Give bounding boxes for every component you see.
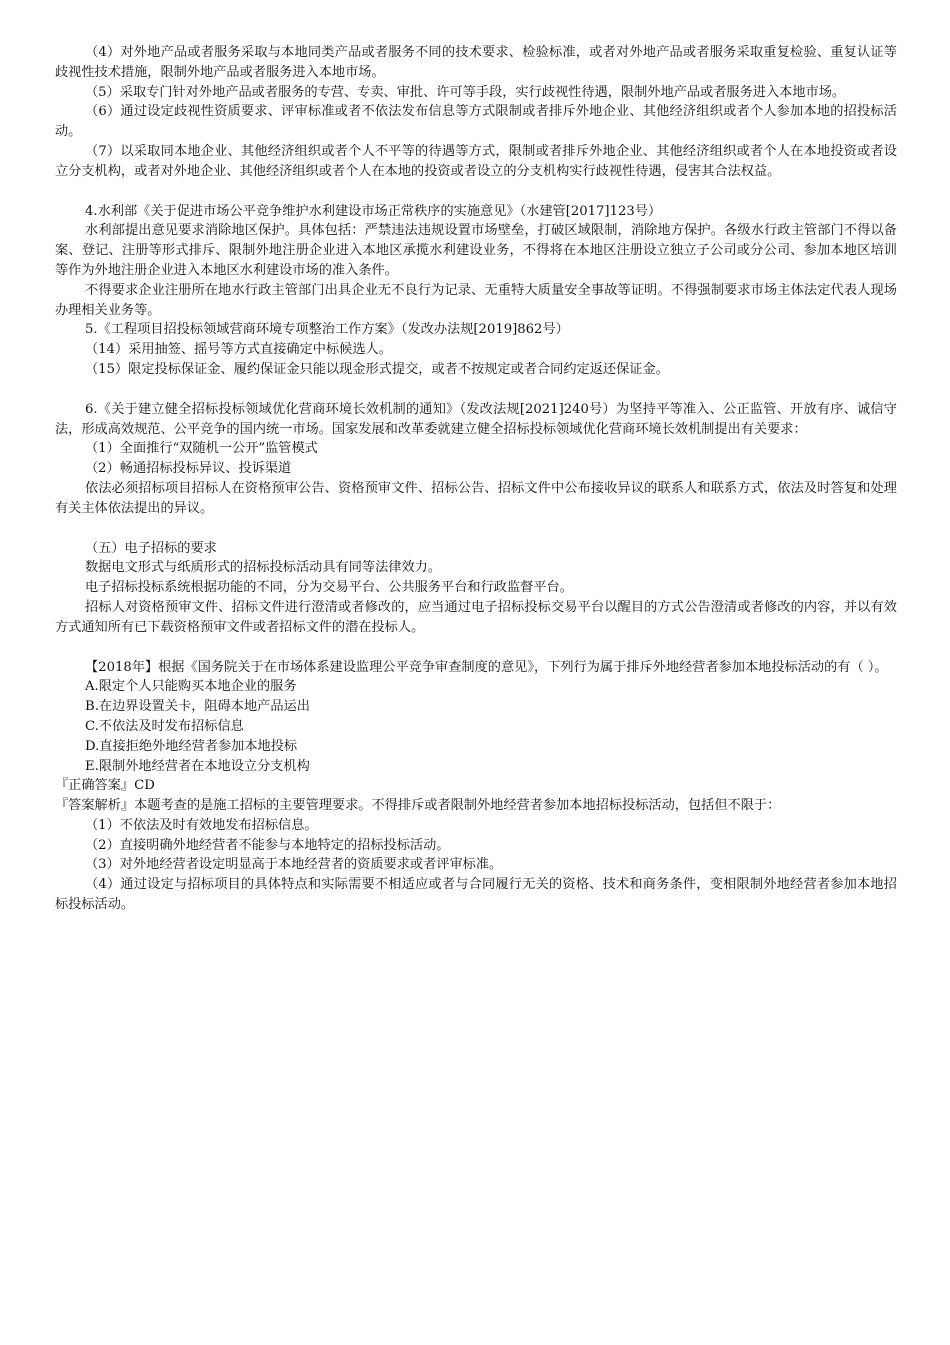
section6-item2: （2）畅通招标投标异议、投诉渠道 [85, 461, 292, 477]
water-ministry-title: 4.水利部《关于促进市场公平竞争维护水利建设市场正常秩序的实施意见》（水建管[2017]123号） [85, 203, 662, 219]
section6-item1: （1）全面推行“双随机一公开”监管模式 [85, 441, 318, 457]
e-bidding-para1: 数据电文形式与纸质形式的招标投标活动具有同等法律效力。 [85, 560, 442, 576]
water-ministry-para2: 不得要求企业注册所在地水行政主管部门出具企业无不良行为记录、无重特大质量安全事故等证明。不得强制要求市场主体法定代表人现场办理相关业务等。 [55, 282, 897, 318]
block1-item5: （5）采取专门针对外地产品或者服务的专营、专卖、审批、许可等手段，实行歧视性待遇，限制外地产品或者服务进入本地市场。 [85, 84, 846, 100]
option-e: E.限制外地经营者在本地设立分支机构 [85, 758, 310, 774]
question-stem: 【2018年】根据《国务院关于在市场体系建设监理公平竞争审查制度的意见》，下列行为属于排斥外地经营者参加本地投标活动的有（ ）。 [85, 659, 888, 675]
e-bidding-para3: 招标人对资格预审文件、招标文件进行澄清或者修改的，应当通过电子招标投标交易平台以醒目的方式公告澄清或者修改的内容，并以有效方式通知所有已下载资格预审文件或者招标文件的潜在投标人。 [55, 599, 897, 635]
block1-item4: （4）对外地产品或者服务采取与本地同类产品或者服务不同的技术要求、检验标准，或者对外地产品或者服务采取重复检验、重复认证等歧视性技术措施，限制外地产品或者服务进入本地市场。 [55, 45, 897, 80]
analysis-point-2: （2）直接明确外地经营者不能参与本地特定的招标投标活动。 [85, 837, 450, 853]
correct-answer: 『正确答案』CD [55, 778, 155, 794]
analysis-point-1: （1）不依法及时有效地发布招标信息。 [85, 817, 318, 833]
option-c: C.不依法及时发布招标信息 [85, 718, 244, 734]
section6-para: 6.《关于建立健全招标投标领域优化营商环境长效机制的通知》（发改法规[2021]240号）为坚持平等准入、公正监管、开放有序、诚信守法，形成高效规范、公平竞争的国内统一市场。国家发展和改革委就建立健全招标投标领域优化营商环境长效机制提出有关要求： [55, 401, 897, 437]
option-b: B.在边界设置关卡，阻碍本地产品运出 [85, 699, 310, 715]
section5-item15: （15）限定投标保证金、履约保证金只能以现金形式提交，或者不按规定或者合同约定返还保证金。 [85, 361, 669, 377]
analysis-point-3: （3）对外地经营者设定明显高于本地经营者的资质要求或者评审标准。 [85, 857, 503, 873]
water-ministry-para1: 水利部提出意见要求消除地区保护。具体包括：严禁违法违规设置市场壁垒，打破区域限制，消除地方保护。各级水行政主管部门不得以备案、登记、注册等形式排斥、限制外地注册企业进入本地区承揽水利建设业务，不得将在本地区注册设立独立子公司或分公司、参加本地区培训等作为外地注册企业进入本地区水利建设市场的准入条件。 [55, 223, 897, 278]
analysis-point-4: （4）通过设定与招标项目的具体特点和实际需要不相适应或者与合同履行无关的资格、技术和商务条件，变相限制外地经营者参加本地招标投标活动。 [55, 877, 897, 913]
document-page [55, 43, 897, 915]
spacer [55, 519, 897, 539]
block1-item7: （7）以采取同本地企业、其他经济组织或者个人不平等的待遇等方式，限制或者排斥外地企业、其他经济组织或者个人在本地投资或者设立分支机构，或者对外地企业、其他经济组织或者个人在本地的投资或者设立的分支机构实行歧视性待遇，侵害其合法权益。 [55, 143, 897, 179]
spacer [55, 638, 897, 658]
option-a: A.限定个人只能购买本地企业的服务 [85, 679, 297, 695]
spacer [55, 380, 897, 400]
e-bidding-heading: （五）电子招标的要求 [85, 540, 217, 556]
section5-item14: （14）采用抽签、摇号等方式直接确定中标候选人。 [85, 342, 392, 358]
block1-item6: （6）通过设定歧视性资质要求、评审标准或者不依法发布信息等方式限制或者排斥外地企业、其他经济组织或者个人参加本地的招投标活动。 [55, 104, 897, 140]
e-bidding-para2: 电子招标投标系统根据功能的不同，分为交易平台、公共服务平台和行政监督平台。 [85, 580, 573, 596]
spacer [55, 182, 897, 202]
section5-title: 5.《工程项目招投标领域营商环境专项整治工作方案》（发改办法规[2019]862号） [85, 322, 569, 338]
answer-analysis: 『答案解析』本题考查的是施工招标的主要管理要求。不得排斥或者限制外地经营者参加本地招标投标活动，包括但不限于： [55, 798, 781, 814]
option-d: D.直接拒绝外地经营者参加本地投标 [85, 738, 298, 754]
section6-para2: 依法必须招标项目招标人在资格预审公告、资格预审文件、招标公告、招标文件中公布接收异议的联系人和联系方式，依法及时答复和处理有关主体依法提出的异议。 [55, 480, 897, 516]
